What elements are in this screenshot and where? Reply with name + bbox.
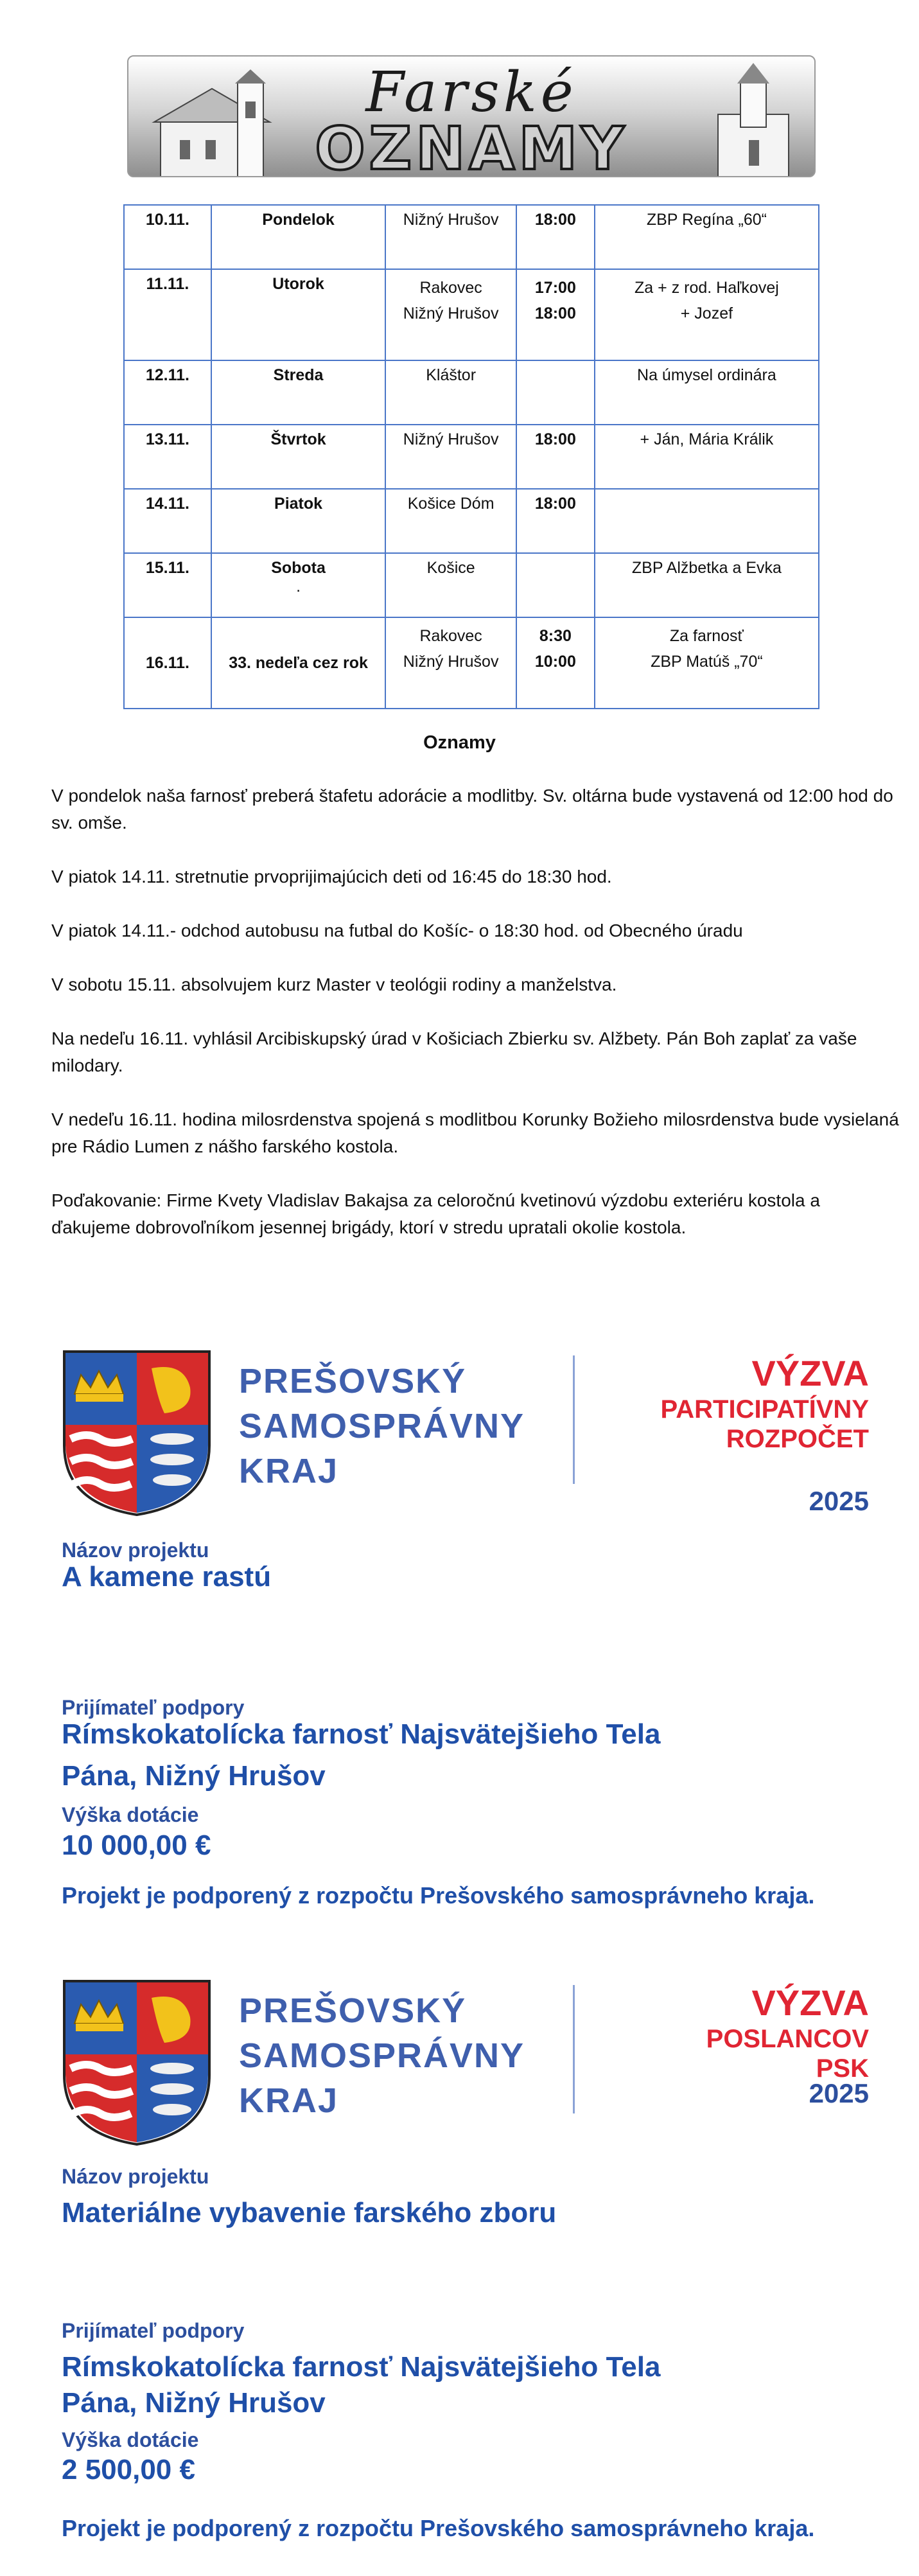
- table-row: [124, 269, 819, 360]
- time-line: 18:00: [534, 304, 576, 322]
- time-cell: [516, 553, 595, 617]
- year-label: 2025: [809, 2078, 869, 2108]
- recipient-line: Pána, Nižný Hrušov: [62, 2387, 326, 2419]
- date-cell: 13.11.: [124, 425, 211, 489]
- table-row: [124, 617, 819, 709]
- time-cell: [516, 617, 595, 709]
- recipient-line: Pána, Nižný Hrušov: [62, 1760, 326, 1792]
- place-cell: Nižný Hrušov: [385, 425, 516, 489]
- psk-name-line: PREŠOVSKÝ: [239, 1362, 467, 1400]
- time-cell: 18:00: [516, 489, 595, 553]
- program-line: PARTICIPATÍVNY: [660, 1395, 869, 1424]
- place-cell: [385, 617, 516, 709]
- amount-label: Výška dotácie: [62, 2428, 199, 2451]
- day-note: .: [296, 578, 301, 595]
- day-cell: Piatok: [211, 489, 385, 553]
- place-cell: Nižný Hrušov: [385, 205, 516, 269]
- recipient-label: Prijímateľ podpory: [62, 2319, 245, 2342]
- time-cell: 18:00: [516, 205, 595, 269]
- divider: [573, 1985, 575, 2113]
- day-cell: 33. nedeľa cez rok: [211, 617, 385, 709]
- psk-name-line: SAMOSPRÁVNY: [239, 2036, 525, 2075]
- project-label: Názov projektu: [62, 2165, 209, 2188]
- place-cell: Kláštor: [385, 360, 516, 425]
- footer-note: Projekt je podporený z rozpočtu Prešovského samosprávneho kraja.: [62, 2515, 815, 2541]
- psk-name-line: KRAJ: [239, 2081, 339, 2120]
- table-row: [124, 553, 819, 617]
- time-line: 10:00: [534, 653, 576, 671]
- intent-line: Za farnosť: [669, 627, 744, 645]
- place-line: Rakovec: [419, 279, 482, 297]
- place-cell: Košice: [385, 553, 516, 617]
- psk-name-line: SAMOSPRÁVNY: [239, 1407, 525, 1445]
- intent-cell: [595, 269, 819, 360]
- notice-paragraph: V pondelok naša farnosť preberá štafetu adorácie a modlitby. Sv. oltárna bude vystavená od 12:00 hod do sv. omše.: [51, 786, 893, 833]
- psk-name-line: KRAJ: [239, 1452, 339, 1490]
- date-cell: 15.11.: [124, 553, 211, 617]
- date-cell: 11.11.: [124, 269, 211, 360]
- table-row: [124, 425, 819, 489]
- notices-list: [51, 782, 899, 1268]
- intent-cell: ZBP Alžbetka a Evka: [595, 553, 819, 617]
- amount-value: 10 000,00 €: [62, 1830, 211, 1861]
- intent-cell: [595, 489, 819, 553]
- intent-line: + Jozef: [680, 304, 733, 322]
- day-cell: Pondelok: [211, 205, 385, 269]
- intent-cell: Na úmysel ordinára: [595, 360, 819, 425]
- farske-oznamy-banner: [127, 55, 816, 177]
- intent-line: Za + z rod. Haľkovej: [635, 279, 779, 297]
- day-cell: Streda: [211, 360, 385, 425]
- psk-coat-of-arms-icon: [62, 1979, 212, 2147]
- recipient-line: Rímskokatolícka farnosť Najsvätejšieho Tela: [62, 1718, 661, 1750]
- date-cell: 14.11.: [124, 489, 211, 553]
- time-cell: [516, 269, 595, 360]
- place-cell: [385, 269, 516, 360]
- notice-paragraph: V piatok 14.11. stretnutie prvoprijimajúcich deti od 16:45 do 18:30 hod.: [51, 867, 612, 887]
- footer-note: Projekt je podporený z rozpočtu Prešovského samosprávneho kraja.: [62, 1882, 815, 1909]
- intent-cell: ZBP Regína „60“: [595, 205, 819, 269]
- psk-coat-of-arms-icon: [62, 1349, 212, 1517]
- date-cell: 10.11.: [124, 205, 211, 269]
- day-cell: Štvrtok: [211, 425, 385, 489]
- time-line: 17:00: [534, 279, 576, 297]
- project-name: A kamene rastú: [62, 1561, 272, 1592]
- notice-paragraph: Na nedeľu 16.11. vyhlásil Arcibiskupský úrad v Košiciach Zbierku sv. Alžbety. Pán Boh zaplať za vaše milodary.: [51, 1028, 857, 1075]
- psk-grant-block-2: [0, 1975, 919, 2576]
- notice-paragraph: V nedeľu 16.11. hodina milosrdenstva spojená s modlitbou Korunky Božieho milosrdenstva bude vysielaná pre Rádio Lumen z nášho farského kostola.: [51, 1109, 899, 1156]
- project-label: Názov projektu: [62, 1539, 209, 1562]
- vyzva-label: [661, 1352, 869, 1454]
- divider: [573, 1355, 575, 1484]
- place-cell: Košice Dóm: [385, 489, 516, 553]
- day-label: Sobota: [271, 559, 326, 577]
- intent-line: ZBP Matúš „70“: [651, 653, 763, 671]
- banner-script-title: Farské: [365, 60, 577, 125]
- table-row: [124, 205, 819, 269]
- day-cell: Utorok: [211, 269, 385, 360]
- vyzva-label: [706, 1982, 869, 2083]
- notice-paragraph: V piatok 14.11.- odchod autobusu na futbal do Košíc- o 18:30 hod. od Obecného úradu: [51, 921, 743, 940]
- intent-cell: [595, 617, 819, 709]
- place-line: Nižný Hrušov: [403, 304, 499, 322]
- psk-grant-block-1: [0, 1346, 919, 1963]
- time-line: 8:30: [539, 627, 572, 645]
- psk-name: [239, 1359, 525, 1494]
- date-cell: 12.11.: [124, 360, 211, 425]
- notices-heading: Oznamy: [423, 732, 496, 753]
- intent-cell: + Ján, Mária Králik: [595, 425, 819, 489]
- program-line: ROZPOČET: [726, 1425, 869, 1453]
- psk-name-line: PREŠOVSKÝ: [239, 1991, 467, 2030]
- mass-schedule-table: [123, 204, 819, 709]
- place-line: Nižný Hrušov: [403, 653, 499, 671]
- table-row: [124, 360, 819, 425]
- notice-paragraph: Poďakovanie: Firme Kvety Vladislav Bakajsa za celoročnú kvetinovú výzdobu exteriéru kostola a ďakujeme dobrovoľníkom jesennej brigády, ktorí v stredu upratali okolie kostola.: [51, 1190, 820, 1237]
- date-cell: 16.11.: [124, 617, 211, 709]
- program-line: PSK: [816, 2054, 869, 2083]
- psk-name: [239, 1988, 525, 2123]
- recipient-label: Prijímateľ podpory: [62, 1696, 245, 1719]
- vyzva-title: VÝZVA: [751, 1982, 869, 2023]
- time-cell: [516, 360, 595, 425]
- project-name: Materiálne vybavenie farského zboru: [62, 2197, 557, 2228]
- vyzva-title: VÝZVA: [751, 1353, 869, 1393]
- notice-paragraph: V sobotu 15.11. absolvujem kurz Master v teológii rodiny a manželstva.: [51, 975, 617, 994]
- day-cell: [211, 553, 385, 617]
- year-label: 2025: [809, 1486, 869, 1516]
- table-row: [124, 489, 819, 553]
- program-line: POSLANCOV: [706, 2025, 869, 2053]
- recipient-line: Rímskokatolícka farnosť Najsvätejšieho Tela: [62, 2351, 661, 2383]
- amount-value: 2 500,00 €: [62, 2454, 195, 2485]
- time-cell: 18:00: [516, 425, 595, 489]
- amount-label: Výška dotácie: [62, 1803, 199, 1826]
- place-line: Rakovec: [419, 627, 482, 645]
- banner-big-title: OZNAMY: [315, 114, 628, 177]
